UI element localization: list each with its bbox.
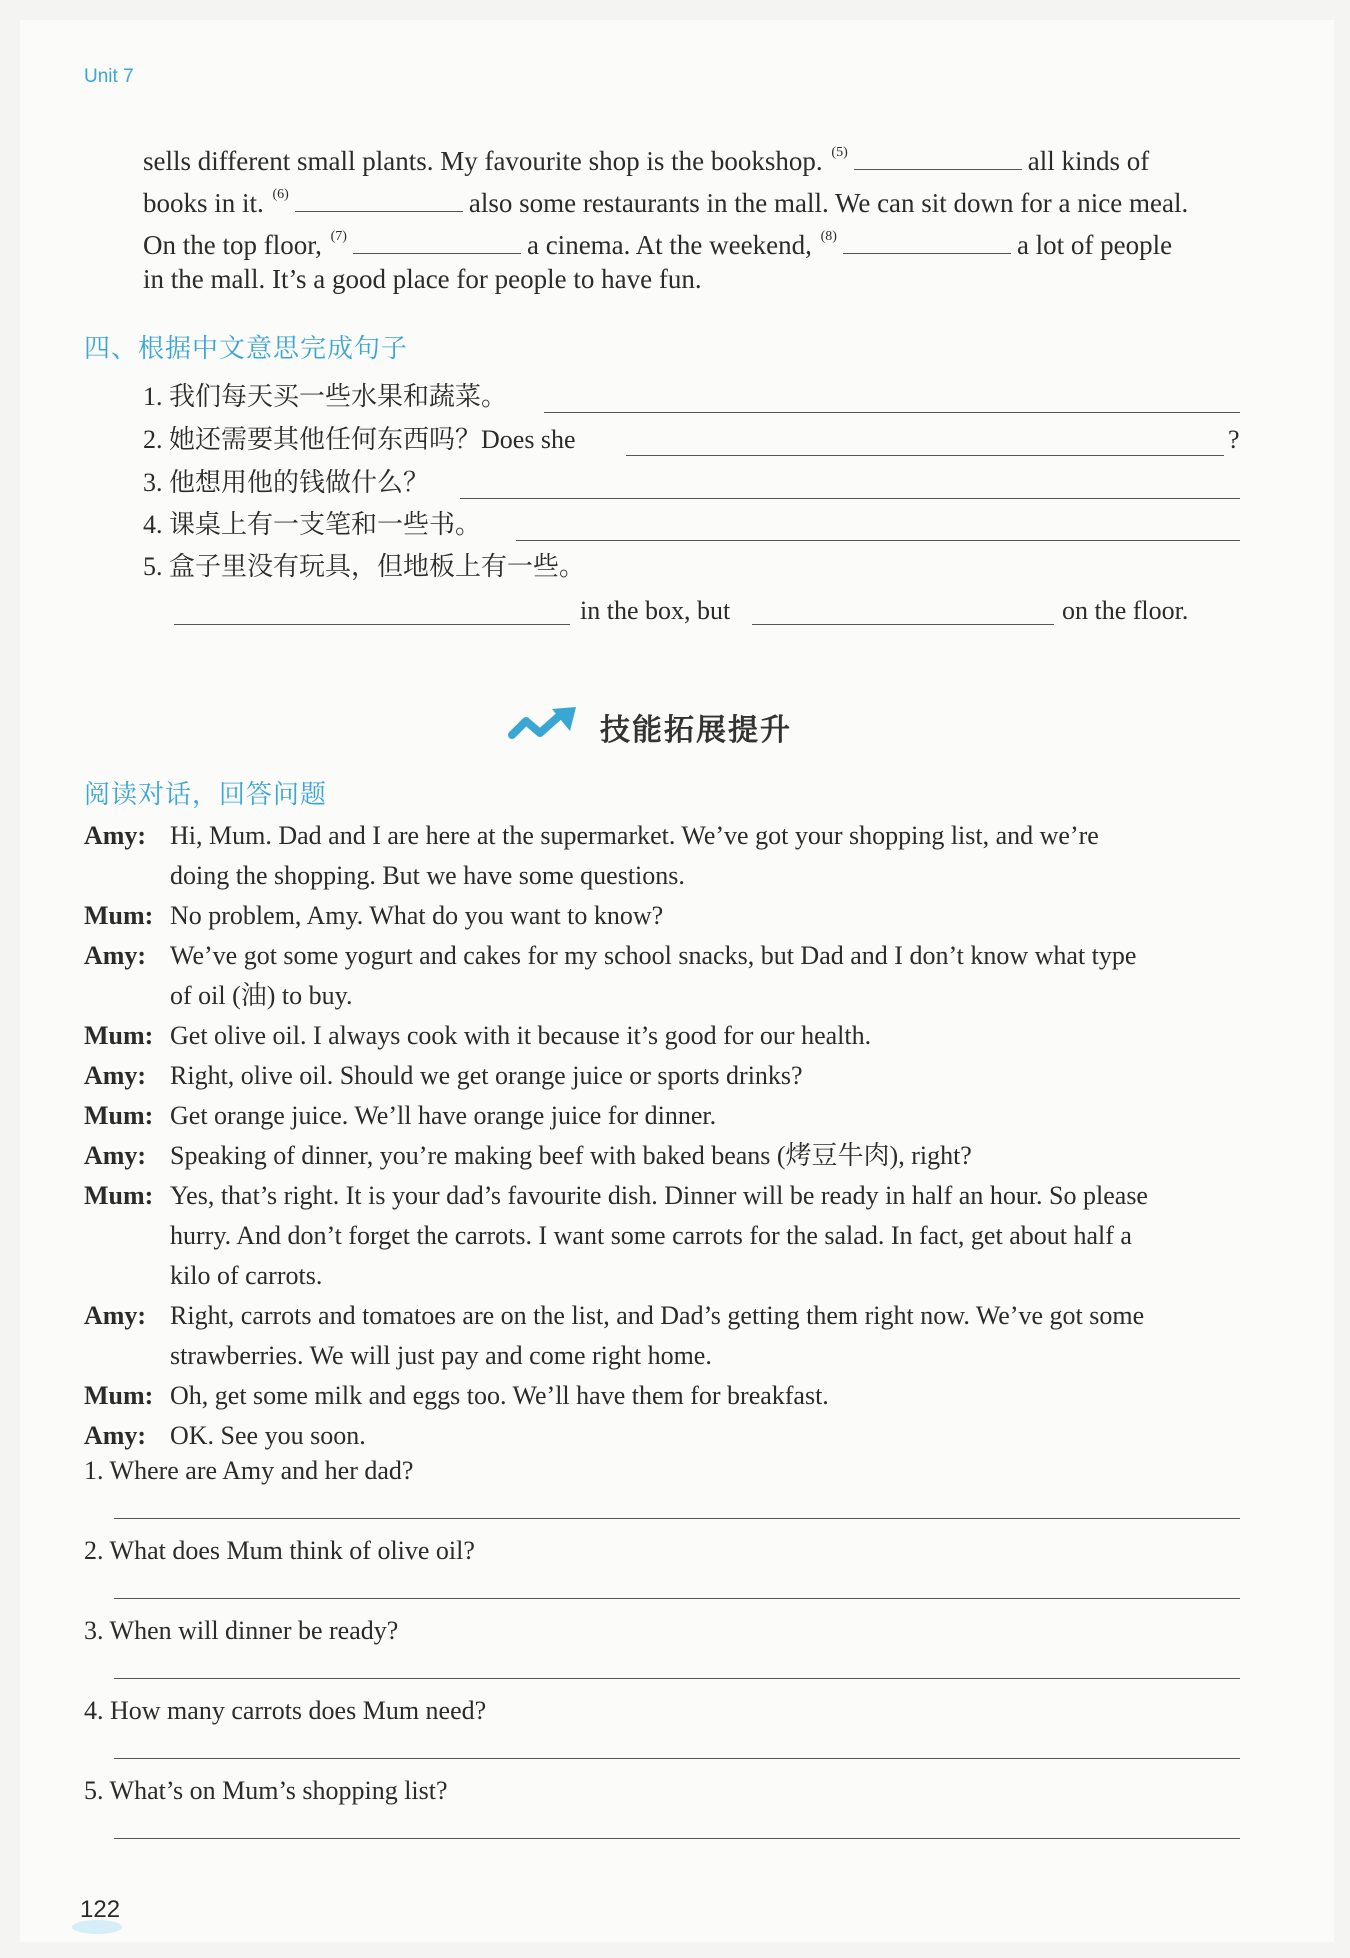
dialogue-turn (84, 1296, 1244, 1376)
answer-line[interactable] (114, 1758, 1240, 1759)
answer-line-s1[interactable] (544, 412, 1240, 413)
dialogue-turn (84, 816, 1244, 896)
dialogue-line: Get orange juice. We’ll have orange juice for dinner. (170, 1101, 717, 1130)
question-text: 3. When will dinner be ready? (84, 1616, 399, 1645)
dialogue-line: Speaking of dinner, you’re making beef with baked beans (烤豆牛肉), right? (170, 1141, 972, 1170)
speaker-label: Mum: (84, 1381, 154, 1410)
answer-line[interactable] (114, 1518, 1240, 1519)
blank-8[interactable] (843, 227, 1011, 254)
dialogue-turn (84, 936, 1244, 1016)
dialogue-turn (84, 1096, 1244, 1136)
dialogue-line: OK. See you soon. (170, 1421, 366, 1450)
sentence-1: 1. 我们每天买一些水果和蔬菜。 (143, 382, 508, 411)
answer-line-s4[interactable] (516, 540, 1240, 541)
question-text: 2. What does Mum think of olive oil? (84, 1536, 475, 1565)
question-text: 1. Where are Amy and her dad? (84, 1456, 414, 1485)
answer-line-s2[interactable] (626, 455, 1224, 456)
blank-7[interactable] (353, 227, 521, 254)
dialogue-line: doing the shopping. But we have some questions. (170, 861, 685, 890)
dialogue-line: No problem, Amy. What do you want to know? (170, 901, 664, 930)
passage-line-1 (143, 136, 1149, 178)
sentence-2: 2. 她还需要其他任何东西吗？Does she (143, 425, 576, 454)
speaker-label: Amy: (84, 1141, 147, 1170)
speaker-label: Mum: (84, 1101, 154, 1130)
dialogue-turn (84, 896, 1244, 936)
unit-label: Unit 7 (84, 66, 134, 87)
banner-title: 技能拓展提升 (600, 713, 792, 748)
sentence-4: 4. 课桌上有一支笔和一些书。 (143, 510, 482, 539)
dialogue-line: Right, carrots and tomatoes are on the list, and Dad’s getting them right now. We’ve got some (170, 1301, 1145, 1330)
speaker-label: Mum: (84, 1181, 154, 1210)
dialogue-line: kilo of carrots. (170, 1261, 323, 1290)
dialogue-line: Hi, Mum. Dad and I are here at the supermarket. We’ve got your shopping list, and we’re (170, 821, 1099, 850)
speaker-label: Amy: (84, 821, 147, 850)
passage-text: books in it. (143, 188, 264, 218)
passage-line-3 (143, 220, 1172, 262)
sentence-2-end: ? (1228, 425, 1240, 454)
passage-text: a lot of people (1016, 230, 1173, 260)
answer-line-s5a[interactable] (174, 624, 570, 625)
dialogue-turn (84, 1056, 1244, 1096)
sentence-5: 5. 盒子里没有玩具，但地板上有一些。 (143, 552, 586, 581)
speaker-label: Mum: (84, 901, 154, 930)
passage-text: a cinema. At the weekend, (526, 230, 812, 260)
answer-line[interactable] (114, 1838, 1240, 1839)
dialogue-line: Get olive oil. I always cook with it because it’s good for our health. (170, 1021, 872, 1050)
answer-line[interactable] (114, 1598, 1240, 1599)
speaker-label: Amy: (84, 941, 147, 970)
speaker-label: Amy: (84, 1061, 147, 1090)
section-4-heading: 四、根据中文意思完成句子 (84, 334, 409, 364)
question-text: 5. What’s on Mum’s shopping list? (84, 1776, 448, 1805)
answer-line-s5b[interactable] (752, 624, 1054, 625)
reading-heading: 阅读对话，回答问题 (84, 780, 328, 810)
blank-number: (8) (820, 229, 837, 244)
dialogue-turn (84, 1016, 1244, 1056)
dialogue-turn (84, 1136, 1244, 1176)
trend-arrow-icon (508, 705, 584, 750)
blank-number: (7) (330, 229, 347, 244)
blank-number: (6) (272, 187, 289, 202)
dialogue-line: hurry. And don’t forget the carrots. I want some carrots for the salad. In fact, get about half a (170, 1221, 1132, 1250)
sentence-5-mid: in the box, but (580, 596, 731, 625)
dialogue-line: of oil (油) to buy. (170, 981, 353, 1010)
answer-line[interactable] (114, 1678, 1240, 1679)
dialogue-line: Yes, that’s right. It is your dad’s favourite dish. Dinner will be ready in half an hour. So please (170, 1181, 1148, 1210)
passage-text: On the top floor, (143, 230, 322, 260)
passage-line-4: in the mall. It’s a good place for people to have fun. (143, 264, 702, 294)
dialogue-line: Oh, get some milk and eggs too. We’ll have them for breakfast. (170, 1381, 829, 1410)
page-number: 122 (80, 1896, 121, 1923)
blank-number: (5) (831, 145, 848, 160)
speaker-label: Amy: (84, 1421, 147, 1450)
sentence-5-end: on the floor. (1062, 596, 1189, 625)
dialogue-line: Right, olive oil. Should we get orange juice or sports drinks? (170, 1061, 803, 1090)
dialogue-turn (84, 1176, 1244, 1296)
blank-5[interactable] (854, 143, 1022, 170)
speaker-label: Mum: (84, 1021, 154, 1050)
sentence-3: 3. 他想用他的钱做什么？ (143, 468, 430, 497)
question-text: 4. How many carrots does Mum need? (84, 1696, 487, 1725)
skills-banner (508, 702, 792, 752)
speaker-label: Amy: (84, 1301, 147, 1330)
passage-text: all kinds of (1027, 146, 1150, 176)
passage-line-2 (143, 178, 1188, 220)
dialogue-line: We’ve got some yogurt and cakes for my school snacks, but Dad and I don’t know what type (170, 941, 1137, 970)
blank-6[interactable] (295, 185, 463, 212)
dialogue-turn (84, 1416, 1244, 1456)
passage-text: also some restaurants in the mall. We can sit down for a nice meal. (468, 188, 1189, 218)
dialogue-line: strawberries. We will just pay and come right home. (170, 1341, 712, 1370)
dialogue-turn (84, 1376, 1244, 1416)
answer-line-s3[interactable] (460, 498, 1240, 499)
passage-text: sells different small plants. My favourite shop is the bookshop. (143, 146, 823, 176)
